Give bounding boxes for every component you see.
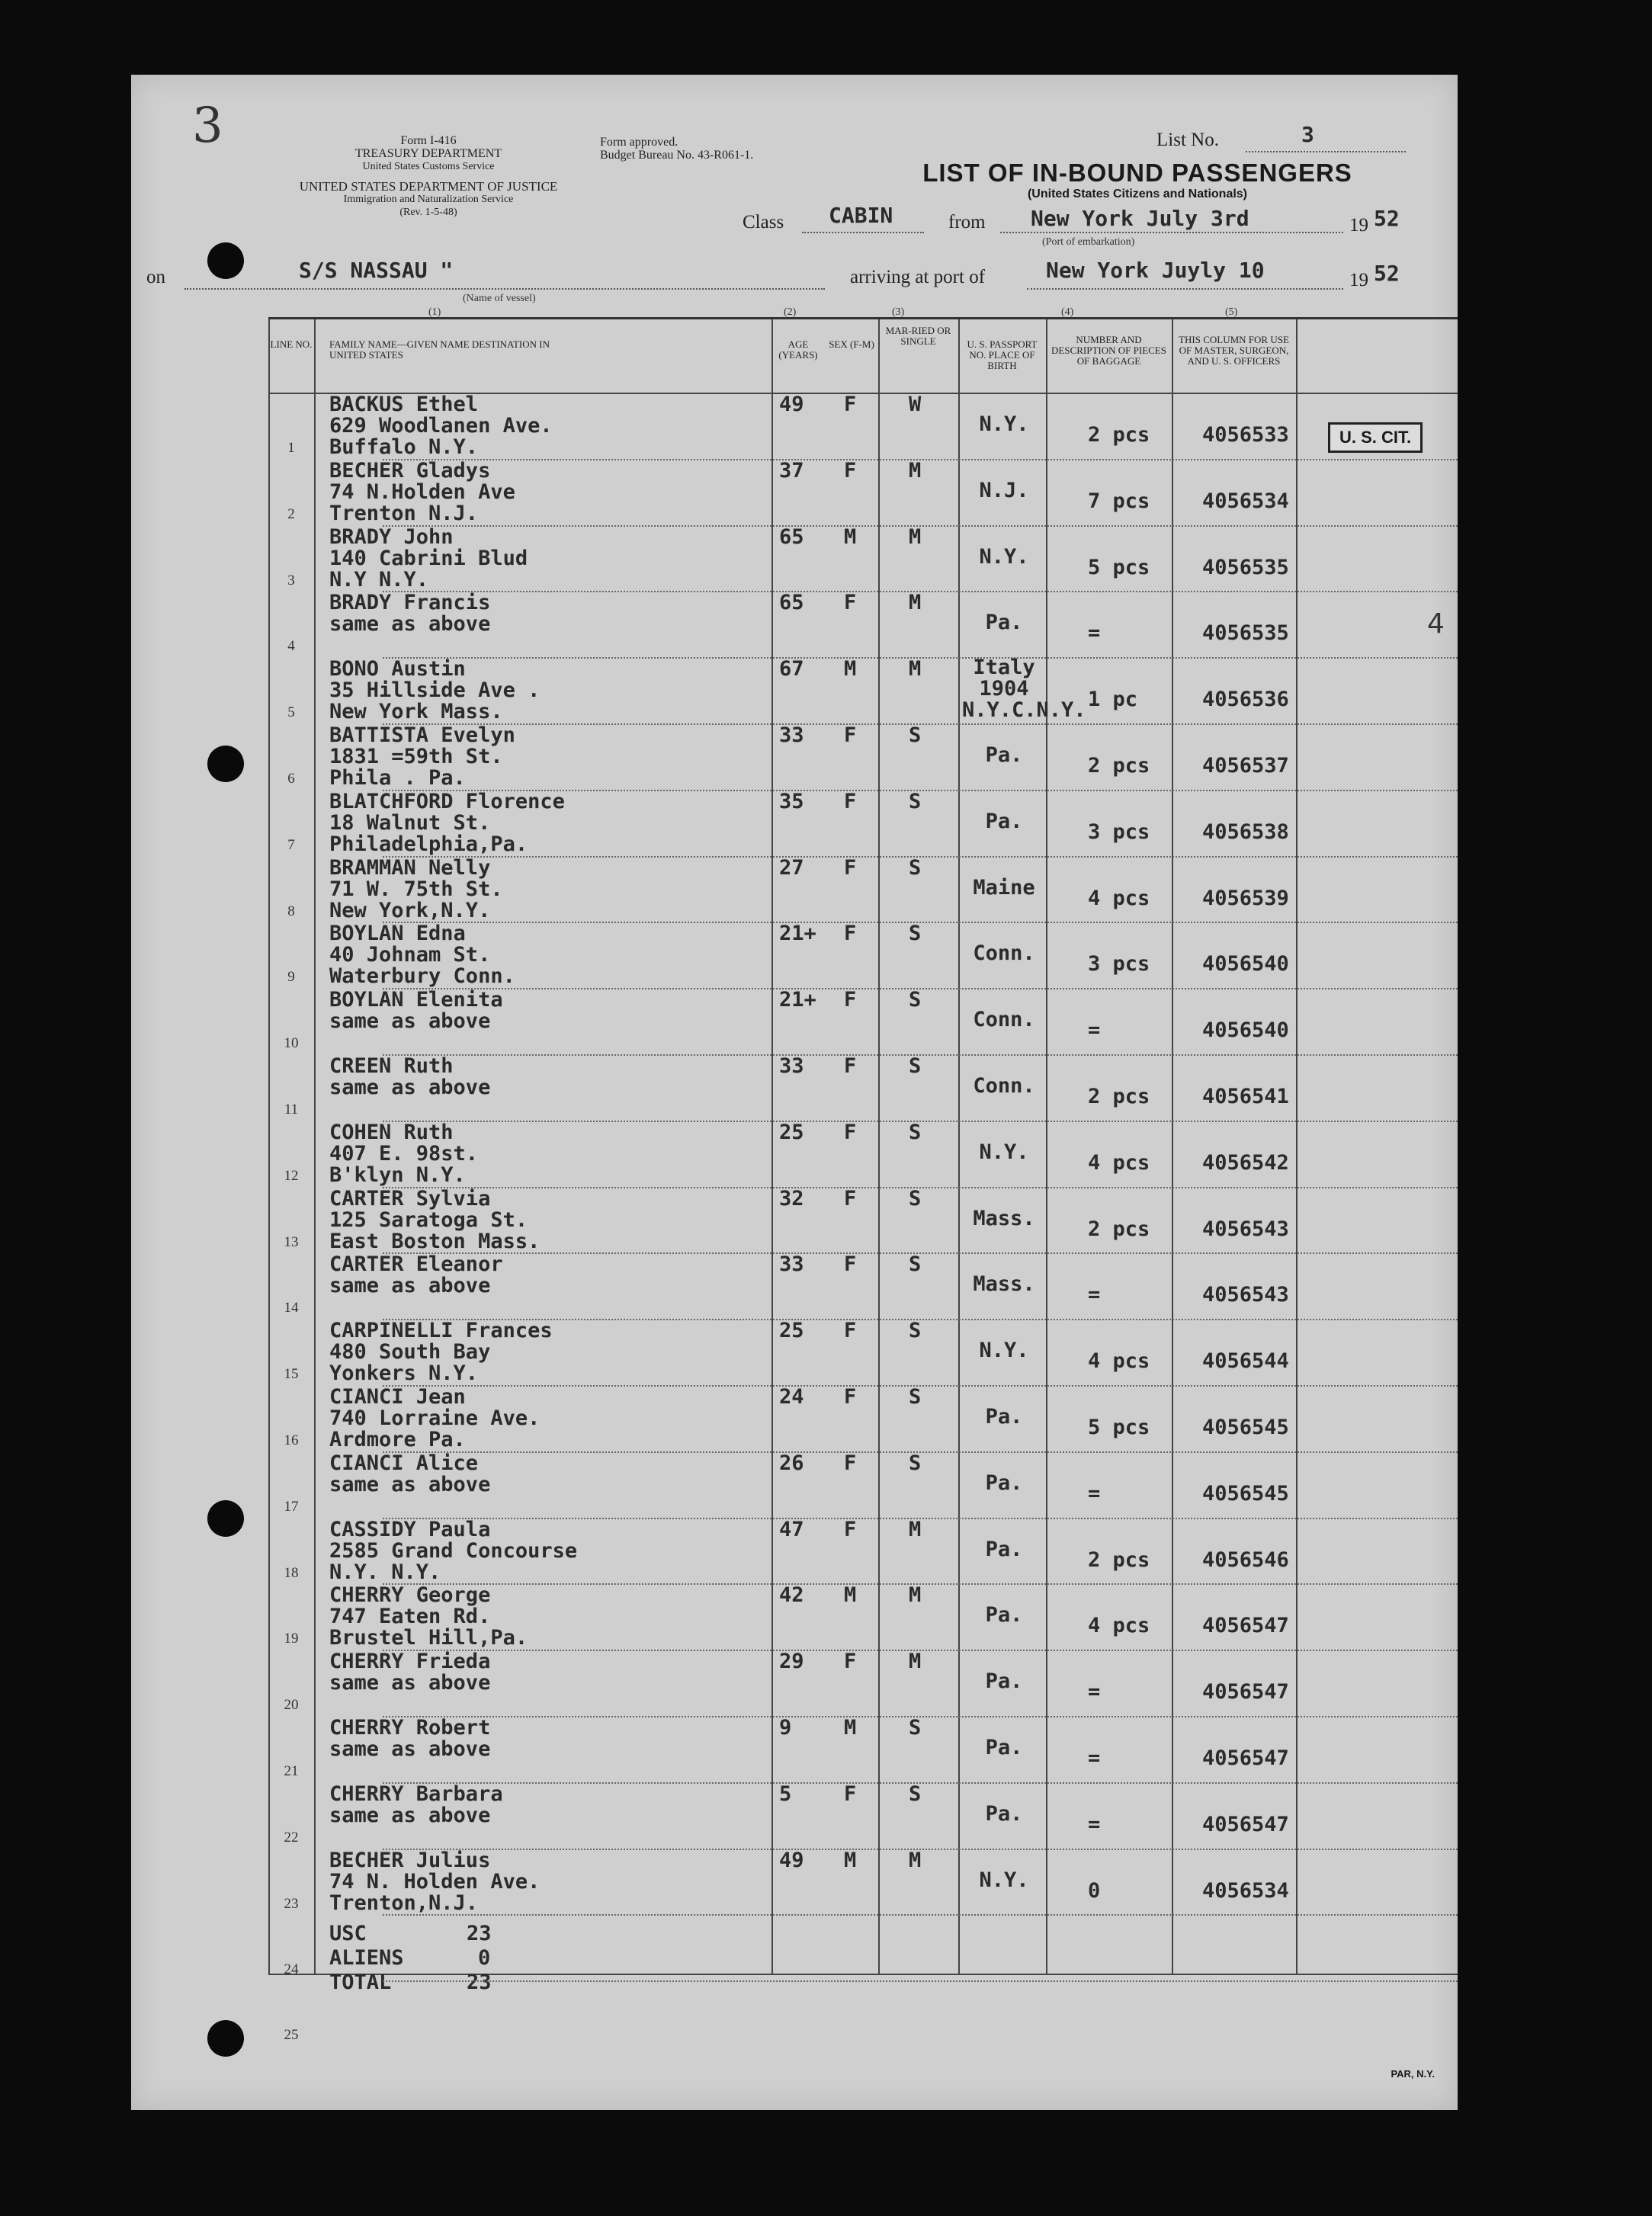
passenger-address: same as above	[329, 1076, 491, 1099]
passenger-destination: Buffalo N.Y.	[329, 435, 479, 459]
officer-reference-number: 4056547	[1202, 1614, 1289, 1638]
line-number: 25	[284, 2027, 299, 2044]
passenger-marital-status: M	[909, 1583, 922, 1608]
passenger-address: 40 Johnam St.	[329, 943, 491, 967]
passenger-birthplace: N.Y.	[979, 1140, 1029, 1164]
passenger-marital-status: W	[909, 393, 922, 416]
passenger-name: CIANCI Alice	[329, 1451, 479, 1475]
us-citizen-stamp: U. S. CIT.	[1328, 422, 1423, 453]
officer-reference-number: 4056543	[1202, 1217, 1289, 1241]
passenger-marital-status: S	[909, 922, 922, 946]
line-number: 7	[287, 836, 295, 853]
baggage-count: =	[1088, 1746, 1101, 1770]
passenger-birthplace: Conn.	[973, 1008, 1035, 1032]
passenger-address: 35 Hillside Ave .	[329, 678, 541, 703]
passenger-marital-status: M	[909, 1517, 922, 1541]
line-number: 20	[284, 1697, 299, 1714]
usc-count: 23	[467, 1922, 492, 1946]
officer-reference-number: 4056539	[1202, 886, 1289, 910]
baggage-count: 2 pcs	[1088, 1547, 1150, 1572]
passenger-sex: F	[844, 393, 857, 416]
officer-reference-number: 4056545	[1202, 1481, 1289, 1506]
passenger-birthplace: Pa.	[985, 611, 1023, 635]
usc-label: USC	[329, 1922, 367, 1946]
passenger-marital-status: S	[909, 1781, 922, 1806]
col-header-line-no: LINE NO.	[270, 338, 313, 350]
baggage-count: 2 pcs	[1088, 423, 1150, 447]
officer-reference-number: 4056545	[1202, 1416, 1289, 1439]
passenger-birthplace: Pa.	[985, 1669, 1023, 1694]
list-no-label: List No.	[1156, 130, 1219, 150]
passenger-age: 27	[779, 855, 804, 880]
line-number: 4	[287, 638, 295, 655]
passenger-address: 740 Lorraine Ave.	[329, 1406, 541, 1430]
passenger-birthplace: Mass.	[973, 1272, 1035, 1297]
col-header-name: FAMILY NAME—GIVEN NAME DESTINATION IN UNITED STATES	[329, 338, 550, 361]
passenger-marital-status: S	[909, 1120, 922, 1144]
passenger-birthplace: Pa.	[985, 1603, 1023, 1628]
col-header-passport: U. S. PASSPORT NO. PLACE OF BIRTH	[967, 338, 1038, 371]
passenger-name: BONO Austin	[329, 657, 466, 681]
row-divider	[383, 1980, 1458, 1982]
printer-mark: PAR, N.Y.	[1391, 2068, 1435, 2080]
list-no-value: 3	[1301, 122, 1314, 147]
passenger-name: BACKUS Ethel	[329, 393, 479, 416]
passenger-address: 18 Walnut St.	[329, 810, 491, 835]
baggage-count: 4 pcs	[1088, 886, 1150, 910]
passenger-birthplace: Italy 1904 N.Y.C.N.Y.	[962, 656, 1086, 723]
passenger-marital-status: S	[909, 1385, 922, 1409]
document-page	[131, 75, 1458, 2110]
passenger-marital-status: S	[909, 1186, 922, 1211]
passenger-sex: F	[844, 1451, 857, 1475]
passenger-destination: Philadelphia,Pa.	[329, 832, 528, 856]
passenger-sex: F	[844, 458, 857, 483]
form-identification: Form I-416 TREASURY DEPARTMENT United States Customs Service	[354, 134, 502, 172]
passenger-name: BOYLAN Elenita	[329, 988, 503, 1012]
line-number: 18	[284, 1564, 299, 1581]
vessel-underline	[184, 288, 825, 290]
passenger-sex: M	[844, 657, 857, 681]
vessel-name-label: (Name of vessel)	[463, 293, 536, 304]
punch-hole	[207, 242, 244, 279]
passenger-name: BATTISTA Evelyn	[329, 723, 515, 747]
passenger-address: 407 E. 98st.	[329, 1141, 479, 1166]
officer-reference-number: 4056537	[1202, 754, 1289, 778]
passenger-age: 65	[779, 591, 804, 615]
line-number: 24	[284, 1961, 299, 1978]
passenger-sex: F	[844, 1120, 857, 1144]
passenger-destination: New York,N.Y.	[329, 898, 491, 922]
baggage-count: 2 pcs	[1088, 1217, 1150, 1241]
passenger-marital-status: M	[909, 591, 922, 615]
total-count: 23	[467, 1971, 492, 1995]
passenger-sex: F	[844, 1186, 857, 1211]
line-number: 3	[287, 572, 295, 588]
baggage-count: 3 pcs	[1088, 952, 1150, 977]
aliens-label: ALIENS	[329, 1946, 404, 1971]
department-of-justice: UNITED STATES DEPARTMENT OF JUSTICE Immigration and Naturalization Service (Rev. 1-5-48)	[299, 179, 558, 218]
passenger-name: BECHER Julius	[329, 1848, 491, 1872]
officer-reference-number: 4056546	[1202, 1547, 1289, 1572]
passenger-sex: F	[844, 723, 857, 747]
passenger-name: CARTER Sylvia	[329, 1186, 491, 1211]
from-year: 52	[1374, 206, 1400, 231]
passenger-age: 24	[779, 1385, 804, 1409]
passenger-name: CHERRY Barbara	[329, 1781, 503, 1806]
passenger-name: CHERRY Frieda	[329, 1650, 491, 1674]
officer-reference-number: 4056540	[1202, 1018, 1289, 1043]
passenger-age: 49	[779, 393, 804, 416]
passenger-birthplace: N.Y.	[979, 544, 1029, 569]
passenger-age: 32	[779, 1186, 804, 1211]
officer-reference-number: 4056535	[1202, 555, 1289, 579]
col-header-age: AGE (YEARS)	[778, 338, 818, 361]
passenger-name: BRAMMAN Nelly	[329, 855, 491, 880]
passenger-sex: M	[844, 1848, 857, 1872]
passenger-address: same as above	[329, 1009, 491, 1034]
passenger-name: BOYLAN Edna	[329, 922, 466, 946]
officer-reference-number: 4056540	[1202, 952, 1289, 977]
officer-reference-number: 4056535	[1202, 621, 1289, 646]
col-number-3: (3)	[892, 306, 905, 318]
arrival-underline	[1027, 288, 1343, 290]
line-number: 9	[287, 969, 295, 986]
passenger-destination: Waterbury Conn.	[329, 964, 515, 989]
passenger-sex: F	[844, 591, 857, 615]
col-header-sex: SEX (F-M)	[829, 338, 874, 350]
passenger-sex: F	[844, 1517, 857, 1541]
officer-reference-number: 4056547	[1202, 1812, 1289, 1836]
passenger-sex: F	[844, 1252, 857, 1277]
aliens-count: 0	[478, 1946, 491, 1971]
baggage-count: 5 pcs	[1088, 555, 1150, 579]
col-header-baggage: NUMBER AND DESCRIPTION OF PIECES OF BAGGAGE	[1051, 334, 1166, 367]
passenger-address: 74 N. Holden Ave.	[329, 1869, 541, 1894]
passenger-marital-status: S	[909, 988, 922, 1012]
passenger-address: same as above	[329, 1274, 491, 1298]
passenger-sex: F	[844, 789, 857, 813]
passenger-destination: N.Y. N.Y.	[329, 1560, 441, 1584]
line-number: 5	[287, 704, 295, 721]
passenger-birthplace: Pa.	[985, 1470, 1023, 1495]
passenger-name: BLATCHFORD Florence	[329, 789, 565, 813]
passenger-marital-status: M	[909, 524, 922, 549]
line-number: 14	[284, 1300, 299, 1316]
passenger-sex: F	[844, 1781, 857, 1806]
passenger-name: BRADY John	[329, 524, 454, 549]
passenger-age: 37	[779, 458, 804, 483]
passenger-age: 26	[779, 1451, 804, 1475]
passenger-birthplace: Maine	[973, 875, 1035, 900]
passenger-birthplace: Pa.	[985, 743, 1023, 767]
passenger-age: 33	[779, 1054, 804, 1078]
passenger-sex: F	[844, 988, 857, 1012]
passenger-marital-status: M	[909, 1650, 922, 1674]
passenger-address: 747 Eaten Rd.	[329, 1605, 491, 1629]
passenger-marital-status: S	[909, 1716, 922, 1740]
col-header-married: MAR-RIED OR SINGLE	[885, 325, 951, 347]
line-number: 19	[284, 1631, 299, 1647]
arrival-year-prefix: 19	[1349, 270, 1368, 290]
line-number: 1	[287, 440, 295, 456]
passenger-address: same as above	[329, 612, 491, 637]
passenger-marital-status: M	[909, 1848, 922, 1872]
passenger-age: 25	[779, 1319, 804, 1343]
punch-hole	[207, 746, 244, 782]
baggage-count: =	[1088, 1018, 1101, 1043]
margin-mark: 4	[1427, 608, 1445, 640]
baggage-count: 4 pcs	[1088, 1150, 1150, 1175]
from-year-prefix: 19	[1349, 215, 1368, 236]
passenger-marital-status: S	[909, 1319, 922, 1343]
passenger-birthplace: Pa.	[985, 809, 1023, 833]
line-number: 12	[284, 1167, 299, 1184]
passenger-address: 480 South Bay	[329, 1340, 491, 1365]
passenger-address: 140 Cabrini Blud	[329, 546, 528, 570]
officer-reference-number: 4056543	[1202, 1283, 1289, 1307]
line-number: 13	[284, 1233, 299, 1250]
passenger-address: 125 Saratoga St.	[329, 1207, 528, 1232]
passenger-name: CASSIDY Paula	[329, 1517, 491, 1541]
from-label: from	[948, 212, 986, 233]
passenger-destination: B'klyn N.Y.	[329, 1163, 466, 1187]
baggage-count: 4 pcs	[1088, 1349, 1150, 1374]
passenger-age: 49	[779, 1848, 804, 1872]
passenger-table	[268, 317, 1458, 2044]
col-number-4: (4)	[1061, 306, 1074, 318]
officer-reference-number: 4056538	[1202, 819, 1289, 844]
punch-hole	[207, 1500, 244, 1537]
passenger-birthplace: N.Y.	[979, 1868, 1029, 1892]
passenger-age: 47	[779, 1517, 804, 1541]
passenger-destination: Ardmore Pa.	[329, 1428, 466, 1451]
passenger-destination: Yonkers N.Y.	[329, 1361, 479, 1386]
baggage-count: =	[1088, 1812, 1101, 1836]
from-value: New York July 3rd	[1031, 206, 1249, 231]
passenger-address: 71 W. 75th St.	[329, 877, 503, 901]
officer-reference-number: 4056541	[1202, 1085, 1289, 1108]
handwritten-page-number: 3	[192, 98, 223, 154]
line-number: 23	[284, 1895, 299, 1912]
row-divider	[383, 1914, 1458, 1916]
passenger-sex: M	[844, 1583, 857, 1608]
line-number: 10	[284, 1035, 299, 1052]
from-underline	[1000, 232, 1343, 233]
passenger-address: same as above	[329, 1671, 491, 1695]
baggage-count: 3 pcs	[1088, 819, 1150, 844]
passenger-address: 74 N.Holden Ave	[329, 479, 515, 504]
passenger-birthplace: N.J.	[979, 478, 1029, 502]
passenger-destination: Trenton,N.J.	[329, 1890, 479, 1915]
passenger-name: BRADY Francis	[329, 591, 491, 615]
total-label: TOTAL	[329, 1971, 392, 1995]
passenger-age: 33	[779, 1252, 804, 1277]
class-underline	[802, 232, 924, 233]
passenger-name: BECHER Gladys	[329, 458, 491, 483]
passenger-sex: F	[844, 855, 857, 880]
passenger-sex: F	[844, 1385, 857, 1409]
line-number: 16	[284, 1432, 299, 1448]
passenger-age: 21+	[779, 988, 816, 1012]
line-number: 2	[287, 505, 295, 522]
baggage-count: 2 pcs	[1088, 1085, 1150, 1108]
passenger-marital-status: S	[909, 723, 922, 747]
officer-reference-number: 4056533	[1202, 423, 1289, 447]
passenger-destination: East Boston Mass.	[329, 1229, 541, 1253]
passenger-name: CHERRY Robert	[329, 1716, 491, 1740]
line-number: 22	[284, 1829, 299, 1846]
passenger-address: same as above	[329, 1472, 491, 1496]
passenger-marital-status: M	[909, 458, 922, 483]
col-number-5: (5)	[1225, 306, 1238, 318]
col-header-officers: THIS COLUMN FOR USE OF MASTER, SURGEON, AND U. S. OFFICERS	[1179, 334, 1289, 367]
passenger-age: 29	[779, 1650, 804, 1674]
officer-reference-number: 4056534	[1202, 1878, 1289, 1903]
list-no-underline	[1246, 151, 1406, 152]
passenger-name: CREEN Ruth	[329, 1054, 454, 1078]
passenger-birthplace: Pa.	[985, 1801, 1023, 1826]
passenger-age: 25	[779, 1120, 804, 1144]
col-number-1: (1)	[428, 306, 441, 318]
line-number: 21	[284, 1763, 299, 1779]
officer-reference-number: 4056536	[1202, 688, 1289, 712]
line-number: 6	[287, 771, 295, 787]
arriving-label: arriving at port of	[850, 267, 986, 287]
line-number: 17	[284, 1498, 299, 1515]
arrival-value: New York Juyly 10	[1046, 258, 1265, 283]
passenger-sex: M	[844, 524, 857, 549]
passenger-age: 5	[779, 1781, 792, 1806]
passenger-marital-status: M	[909, 657, 922, 681]
passenger-age: 65	[779, 524, 804, 549]
passenger-marital-status: S	[909, 1054, 922, 1078]
passenger-address: 1831 =59th St.	[329, 745, 503, 768]
passenger-age: 33	[779, 723, 804, 747]
passenger-name: COHEN Ruth	[329, 1120, 454, 1144]
baggage-count: =	[1088, 621, 1101, 646]
passenger-sex: F	[844, 1054, 857, 1078]
passenger-destination: Phila . Pa.	[329, 766, 466, 790]
line-number: 8	[287, 903, 295, 919]
passenger-age: 42	[779, 1583, 804, 1608]
class-value: CABIN	[829, 203, 893, 228]
officer-reference-number: 4056534	[1202, 489, 1289, 513]
passenger-birthplace: Pa.	[985, 1405, 1023, 1429]
passenger-age: 67	[779, 657, 804, 681]
baggage-count: =	[1088, 1680, 1101, 1704]
passenger-sex: F	[844, 922, 857, 946]
passenger-birthplace: Mass.	[973, 1206, 1035, 1230]
passenger-age: 21+	[779, 922, 816, 946]
col-number-2: (2)	[784, 306, 797, 318]
on-label: on	[146, 267, 165, 287]
passenger-marital-status: S	[909, 1252, 922, 1277]
baggage-count: 1 pc	[1088, 688, 1138, 712]
passenger-age: 35	[779, 789, 804, 813]
passenger-birthplace: N.Y.	[979, 1339, 1029, 1363]
passenger-birthplace: Conn.	[973, 941, 1035, 966]
passenger-sex: M	[844, 1716, 857, 1740]
passenger-destination: N.Y N.Y.	[329, 567, 429, 592]
officer-reference-number: 4056547	[1202, 1746, 1289, 1770]
officer-reference-number: 4056544	[1202, 1349, 1289, 1374]
baggage-count: 2 pcs	[1088, 754, 1150, 778]
vessel-name: S/S NASSAU "	[299, 258, 454, 283]
passenger-name: CARPINELLI Frances	[329, 1319, 553, 1343]
passenger-address: same as above	[329, 1803, 491, 1827]
line-number: 15	[284, 1366, 299, 1383]
officer-reference-number: 4056542	[1202, 1150, 1289, 1175]
passenger-destination: New York Mass.	[329, 700, 503, 724]
passenger-birthplace: N.Y.	[979, 412, 1029, 436]
passenger-age: 9	[779, 1716, 792, 1740]
passenger-marital-status: S	[909, 1451, 922, 1475]
passenger-name: CARTER Eleanor	[329, 1252, 503, 1277]
passenger-address: 629 Woodlanen Ave.	[329, 414, 553, 438]
arrival-year: 52	[1374, 261, 1400, 286]
passenger-marital-status: S	[909, 855, 922, 880]
form-title: LIST OF IN-BOUND PASSENGERS (United States Citizens and Nationals)	[922, 159, 1352, 200]
punch-hole	[207, 2020, 244, 2057]
passenger-marital-status: S	[909, 789, 922, 813]
passenger-birthplace: Pa.	[985, 1736, 1023, 1759]
baggage-count: 7 pcs	[1088, 489, 1150, 513]
passenger-sex: F	[844, 1319, 857, 1343]
line-number: 11	[284, 1102, 299, 1118]
form-approval: Form approved. Budget Bureau No. 43-R061-1.	[600, 136, 754, 162]
passenger-name: CHERRY George	[329, 1583, 491, 1608]
baggage-count: 4 pcs	[1088, 1614, 1150, 1638]
passenger-birthplace: Pa.	[985, 1537, 1023, 1561]
passenger-address: 2585 Grand Concourse	[329, 1538, 578, 1563]
passenger-destination: Trenton N.J.	[329, 501, 479, 525]
port-embarkation-label: (Port of embarkation)	[1042, 236, 1135, 248]
baggage-count: =	[1088, 1283, 1101, 1307]
baggage-count: 5 pcs	[1088, 1416, 1150, 1439]
officer-reference-number: 4056547	[1202, 1680, 1289, 1704]
baggage-count: 0	[1088, 1878, 1101, 1903]
class-label: Class	[743, 212, 784, 233]
passenger-sex: F	[844, 1650, 857, 1674]
baggage-count: =	[1088, 1481, 1101, 1506]
passenger-address: same as above	[329, 1737, 491, 1761]
passenger-destination: Brustel Hill,Pa.	[329, 1626, 528, 1650]
passenger-name: CIANCI Jean	[329, 1385, 466, 1409]
passenger-birthplace: Conn.	[973, 1074, 1035, 1098]
